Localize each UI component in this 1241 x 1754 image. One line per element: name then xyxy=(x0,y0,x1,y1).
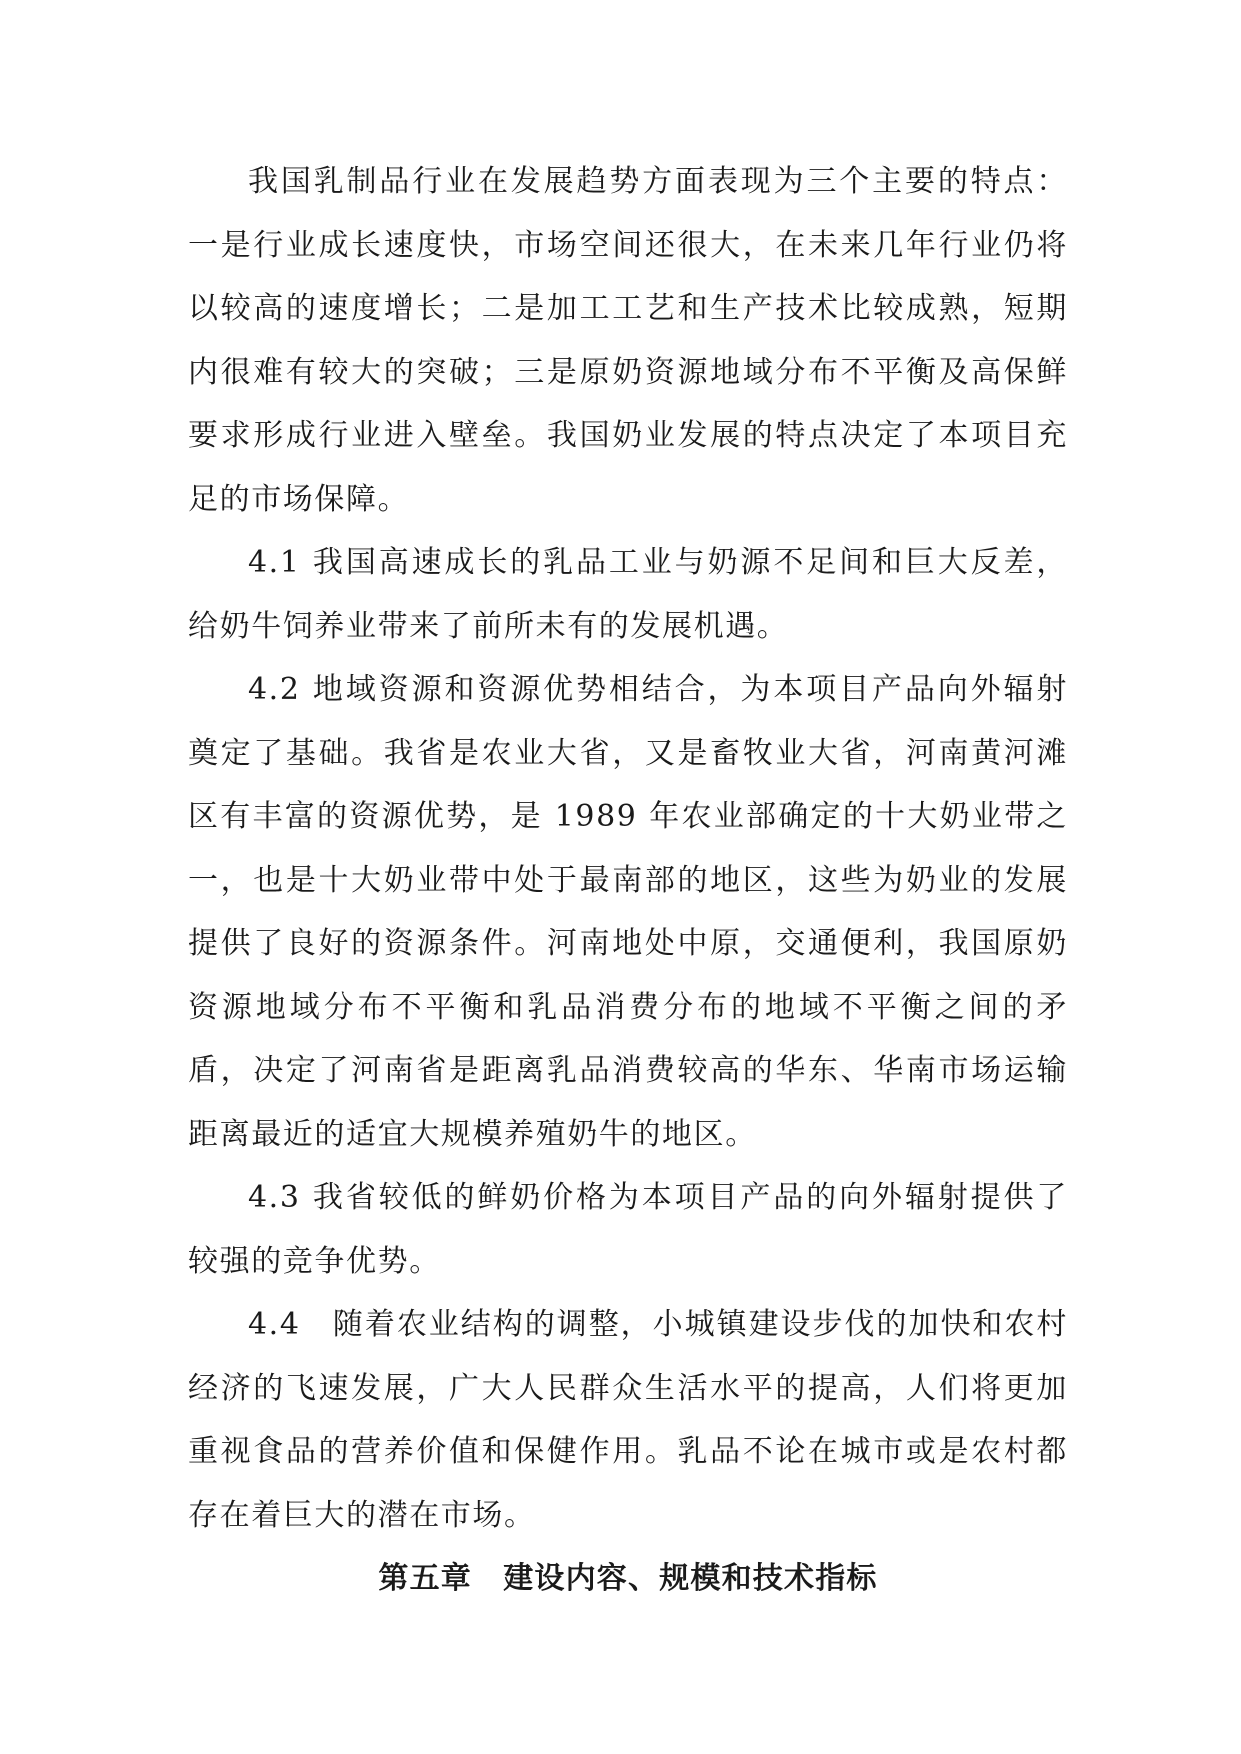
document-body xyxy=(188,150,1068,1611)
paragraph-4-1: 4.1 我国高速成长的乳品工业与奶源不足间和巨大反差，给奶牛饲养业带来了前所未有的发展机遇。 xyxy=(188,545,1068,644)
chapter-heading: 第五章 建设内容、规模和技术指标 xyxy=(378,1561,878,1596)
paragraph-4-3: 4.3 我省较低的鲜奶价格为本项目产品的向外辐射提供了较强的竞争优势。 xyxy=(188,1180,1068,1279)
paragraph-4-4: 4.4 随着农业结构的调整，小城镇建设步伐的加快和农村经济的飞速发展，广大人民群众生活水平的提高，人们将更加重视食品的营养价值和保健作用。乳品不论在城市或是农村都存在着巨大的潜在市场。 xyxy=(188,1307,1068,1533)
paragraph-dairy-trends: 我国乳制品行业在发展趋势方面表现为三个主要的特点：一是行业成长速度快，市场空间还很大，在未来几年行业仍将以较高的速度增长；二是加工工艺和生产技术比较成熟，短期内很难有较大的突破；三是原奶资源地域分布不平衡及高保鲜要求形成行业进入壁垒。我国奶业发展的特点决定了本项目充足的市场保障。 xyxy=(188,164,1068,517)
paragraph-4-2: 4.2 地域资源和资源优势相结合，为本项目产品向外辐射奠定了基础。我省是农业大省，又是畜牧业大省，河南黄河滩区有丰富的资源优势，是 1989 年农业部确定的十大奶业带之一，也是十大奶业带中处于最南部的地区，这些为奶业的发展提供了良好的资源条件。河南地处中原，交通便利，我国原奶资源地域分布不平衡和乳品消费分布的地域不平衡之间的矛盾，决定了河南省是距离乳品消费较高的华东、华南市场运输距离最近的适宜大规模养殖奶牛的地区。 xyxy=(188,672,1068,1152)
